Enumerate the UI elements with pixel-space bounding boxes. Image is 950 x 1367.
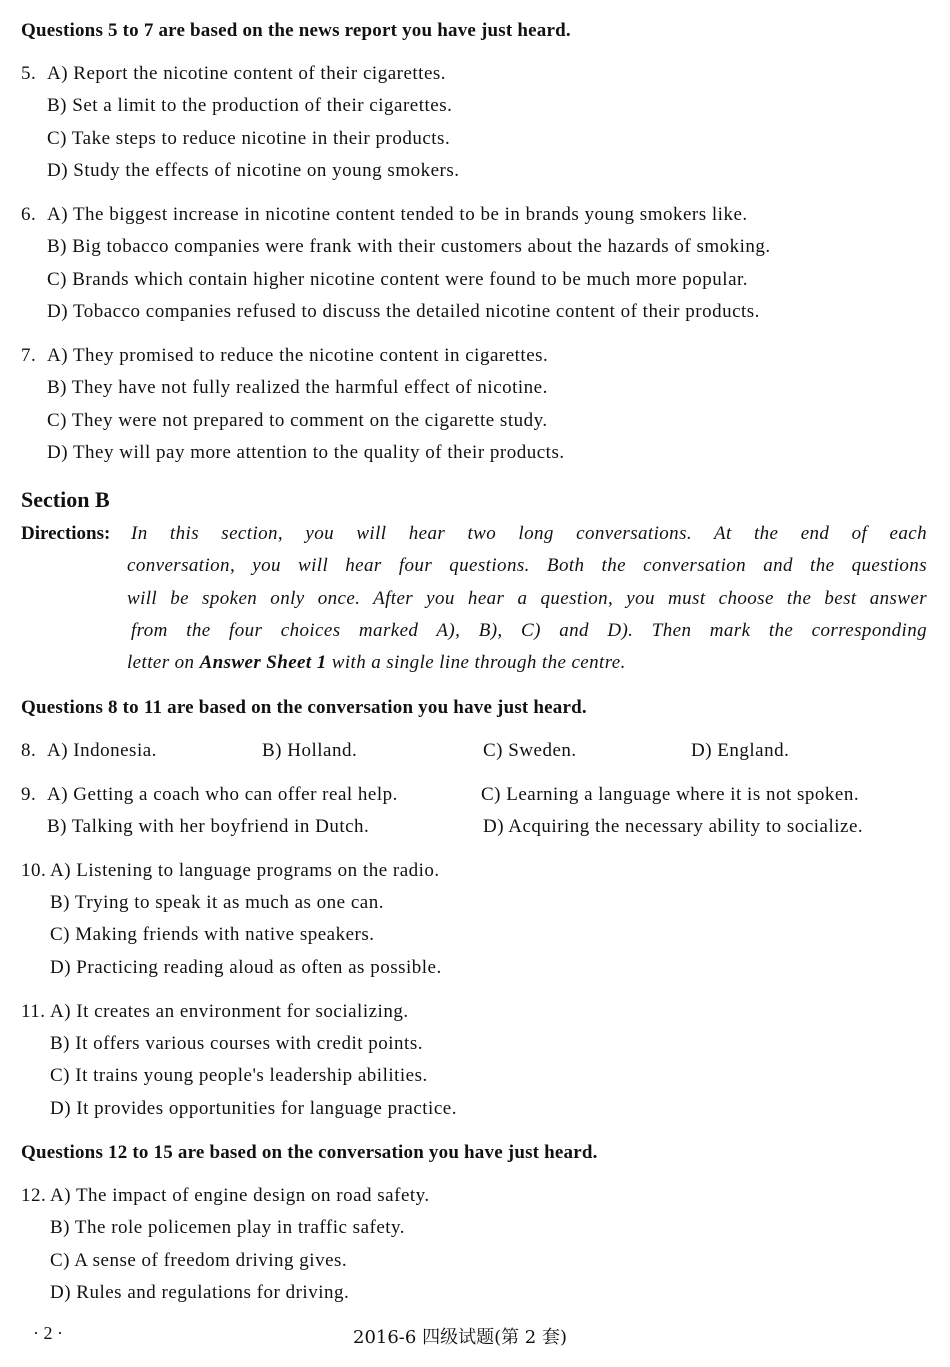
option-text: A) They promised to reduce the nicotine content in cigarettes. — [47, 345, 549, 366]
question-number: 5. — [21, 63, 37, 84]
question-8-option-c: C) Sweden. — [483, 740, 577, 761]
question-9-option-c: C) Learning a language where it is not spoken. — [481, 784, 860, 805]
question-9-option-a — [21, 784, 398, 806]
directions-line-1: In this section, you will hear two long conversations. At the end of each — [131, 523, 927, 544]
directions-label: Directions: — [21, 523, 111, 544]
questions-12-15-heading: Questions 12 to 15 are based on the conversation you have just heard. — [21, 1142, 598, 1163]
answer-sheet-reference: Answer Sheet 1 — [199, 652, 327, 673]
question-number: 8. — [21, 740, 37, 761]
option-text: A) It creates an environment for socializing. — [50, 1001, 409, 1022]
question-10-option-d: D) Practicing reading aloud as often as possible. — [50, 957, 442, 978]
directions-text: with a single line through the centre. — [326, 652, 626, 673]
question-5-option-b: B) Set a limit to the production of their cigarettes. — [47, 95, 453, 116]
question-6-option-a — [21, 204, 748, 226]
question-10-option-c: C) Making friends with native speakers. — [50, 924, 375, 945]
question-number: 6. — [21, 204, 37, 225]
question-8-option-a — [21, 740, 157, 762]
question-12-option-c: C) A sense of freedom driving gives. — [50, 1250, 348, 1271]
question-12-option-d: D) Rules and regulations for driving. — [50, 1282, 350, 1303]
question-7-option-d: D) They will pay more attention to the quality of their products. — [47, 442, 565, 463]
option-text: A) The biggest increase in nicotine content tended to be in brands young smokers like. — [47, 204, 748, 225]
question-12-option-b: B) The role policemen play in traffic safety. — [50, 1217, 406, 1238]
questions-8-11-heading: Questions 8 to 11 are based on the conversation you have just heard. — [21, 697, 587, 718]
questions-5-7-heading: Questions 5 to 7 are based on the news report you have just heard. — [21, 20, 571, 41]
directions-line-4: from the four choices marked A), B), C) and D). Then mark the corresponding — [131, 620, 927, 641]
question-number: 11. — [21, 1001, 46, 1022]
directions-line-3: will be spoken only once. After you hear a question, you must choose the best answer — [127, 588, 927, 609]
exam-title-footer: 2016-6 四级试题(第 2 套) — [353, 1327, 568, 1348]
page-number: · 2 · — [33, 1323, 63, 1343]
option-text: A) Report the nicotine content of their cigarettes. — [47, 63, 447, 84]
option-text: A) Listening to language programs on the radio. — [50, 860, 440, 881]
directions-line-5 — [127, 652, 927, 674]
question-number: 9. — [21, 784, 37, 805]
question-5-option-c: C) Take steps to reduce nicotine in their products. — [47, 128, 451, 149]
question-6-option-b: B) Big tobacco companies were frank with their customers about the hazards of smoking. — [47, 236, 771, 257]
question-11-option-a — [21, 1001, 409, 1023]
question-7-option-a — [21, 345, 548, 367]
directions-line-2: conversation, you will hear four questions. Both the conversation and the questions — [127, 555, 927, 576]
question-9-option-d: D) Acquiring the necessary ability to socialize. — [483, 816, 864, 837]
question-11-option-c: C) It trains young people's leadership abilities. — [50, 1065, 428, 1086]
question-8-option-b: B) Holland. — [262, 740, 358, 761]
question-7-option-b: B) They have not fully realized the harmful effect of nicotine. — [47, 377, 548, 398]
question-8-option-d: D) England. — [691, 740, 790, 761]
section-b-title: Section B — [21, 487, 110, 512]
question-6-option-d: D) Tobacco companies refused to discuss the detailed nicotine content of their products. — [47, 301, 760, 322]
option-text: A) Indonesia. — [47, 740, 157, 761]
question-11-option-d: D) It provides opportunities for language practice. — [50, 1098, 457, 1119]
option-text: A) Getting a coach who can offer real help. — [47, 784, 398, 805]
question-7-option-c: C) They were not prepared to comment on the cigarette study. — [47, 410, 548, 431]
question-number: 7. — [21, 345, 37, 366]
question-number: 10. — [21, 860, 47, 881]
option-text: A) The impact of engine design on road safety. — [50, 1185, 430, 1206]
question-6-option-c: C) Brands which contain higher nicotine content were found to be much more popular. — [47, 269, 749, 290]
question-10-option-b: B) Trying to speak it as much as one can. — [50, 892, 384, 913]
question-5-option-a — [21, 63, 446, 85]
question-5-option-d: D) Study the effects of nicotine on young smokers. — [47, 160, 460, 181]
question-11-option-b: B) It offers various courses with credit points. — [50, 1033, 423, 1054]
question-number: 12. — [21, 1185, 47, 1206]
question-12-option-a — [21, 1185, 430, 1207]
directions-text: letter on — [127, 652, 200, 673]
question-10-option-a — [21, 860, 440, 882]
question-9-option-b: B) Talking with her boyfriend in Dutch. — [47, 816, 370, 837]
